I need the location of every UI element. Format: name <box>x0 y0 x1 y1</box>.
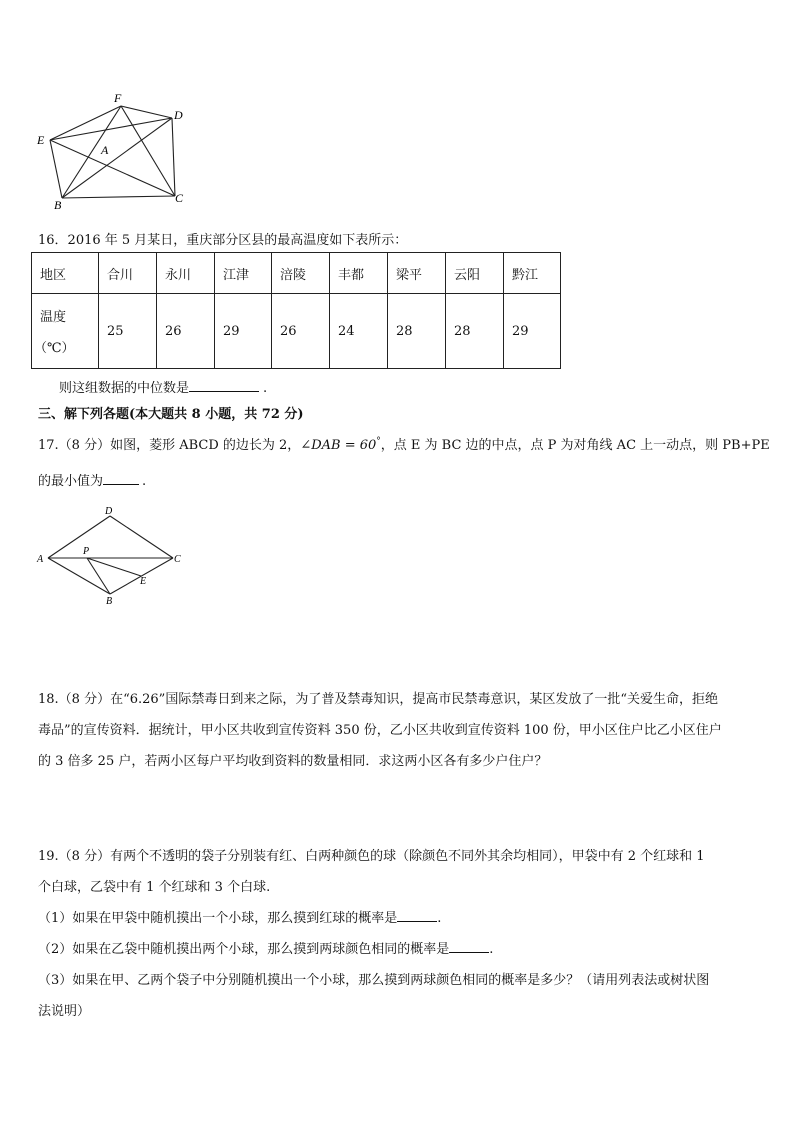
q18-line2: 毒品”的宣传资料．据统计，甲小区共收到宣传资料 350 份，乙小区共收到宣传资料 100 份，甲小区住户比乙小区住户 <box>38 723 722 738</box>
q16-question <box>59 377 267 396</box>
answer-blank <box>103 484 139 485</box>
q19-part3-line2: 法说明） <box>38 1004 91 1019</box>
q17-math: ∠DAB = 60 <box>300 438 377 453</box>
table-cell: 合川 <box>99 253 157 294</box>
table-cell: 29 <box>504 294 561 369</box>
q17-line2-end: . <box>142 474 147 489</box>
q19-line1: 19.（8 分）有两个不透明的袋子分别装有红、白两种颜色的球（除颜色不同外其余均相同），甲袋中有 2 个红球和 1 <box>38 849 705 864</box>
q19-part1-end: . <box>437 911 442 926</box>
q18-line1: 18.（8 分）在“6.26”国际禁毒日到来之际，为了普及禁毒知识，提高市民禁毒意识，某区发放了一批“关爱生命，拒绝 <box>38 692 718 707</box>
q19-part1 <box>38 907 441 926</box>
table-cell: 29 <box>215 294 272 369</box>
table-cell: 丰都 <box>330 253 388 294</box>
q16-text: 16．2016 年 5 月某日，重庆部分区县的最高温度如下表所示： <box>38 233 408 248</box>
label-D: D <box>174 108 183 122</box>
label-C: C <box>175 191 184 205</box>
q19-part2-end: . <box>489 942 494 957</box>
label-A: A <box>37 554 44 565</box>
temperature-table <box>31 252 561 369</box>
q17-text-b: ，点 E 为 BC 边的中点，点 P 为对角线 AC 上一动点，则 PB+PE <box>380 438 770 453</box>
figure-q15 <box>30 88 200 213</box>
q19-part1-text: （1）如果在甲袋中随机摸出一个小球，那么摸到红球的概率是 <box>38 911 398 926</box>
table-cell: 黔江 <box>504 253 561 294</box>
table-cell: 28 <box>388 294 446 369</box>
label-E: E <box>37 133 45 147</box>
section-title: 三、解下列各题(本大题共 8 小题，共 72 分) <box>38 407 304 422</box>
table-cell: 涪陵 <box>272 253 330 294</box>
q19-line2: 个白球，乙袋中有 1 个红球和 3 个白球. <box>38 880 271 895</box>
table-cell: 28 <box>446 294 504 369</box>
table-header-row <box>32 253 561 294</box>
label-D: D <box>105 506 113 517</box>
table-cell: 26 <box>157 294 215 369</box>
q19-part2 <box>38 938 493 957</box>
q16-question-text: 则这组数据的中位数是 <box>59 381 190 396</box>
q16-question-end: . <box>263 381 268 396</box>
answer-blank <box>189 391 259 392</box>
label-C: C <box>174 554 181 565</box>
table-cell: 梁平 <box>388 253 446 294</box>
q19-part2-text: （2）如果在乙袋中随机摸出两个小球，那么摸到两球颜色相同的概率是 <box>38 942 450 957</box>
figure-q17-rhombus <box>32 500 192 610</box>
q17-line2-text: 的最小值为 <box>38 474 104 489</box>
table-cell: 云阳 <box>446 253 504 294</box>
label-A: A <box>101 143 109 157</box>
table-cell: 24 <box>330 294 388 369</box>
label-B: B <box>54 198 62 212</box>
table-cell: 地区 <box>32 253 99 294</box>
answer-blank <box>397 921 437 922</box>
q19-part3-line1: （3）如果在甲、乙两个袋子中分别随机摸出一个小球，那么摸到两球颜色相同的概率是多少？（请用列表法或树状图 <box>38 973 710 988</box>
label-E: E <box>140 576 147 587</box>
q18-line3: 的 3 倍多 25 户，若两小区每户平均收到资料的数量相同．求这两小区各有多少户住户？ <box>38 754 548 769</box>
row-label-line2: （℃） <box>34 341 75 356</box>
answer-blank <box>449 952 489 953</box>
table-cell: 江津 <box>215 253 272 294</box>
table-value-row <box>32 294 561 369</box>
q17-line2 <box>38 470 146 489</box>
q17-text-a: 17.（8 分）如图，菱形 ABCD 的边长为 2， <box>38 438 301 453</box>
row-label-line1: 温度 <box>40 310 67 325</box>
q17-line1 <box>38 434 770 453</box>
table-cell: 25 <box>99 294 157 369</box>
label-P: P <box>83 546 90 557</box>
label-B: B <box>106 596 113 607</box>
q17-degree: ° <box>376 436 381 447</box>
label-F: F <box>114 91 122 105</box>
table-cell: 永川 <box>157 253 215 294</box>
table-row-label <box>32 294 99 369</box>
table-cell: 26 <box>272 294 330 369</box>
